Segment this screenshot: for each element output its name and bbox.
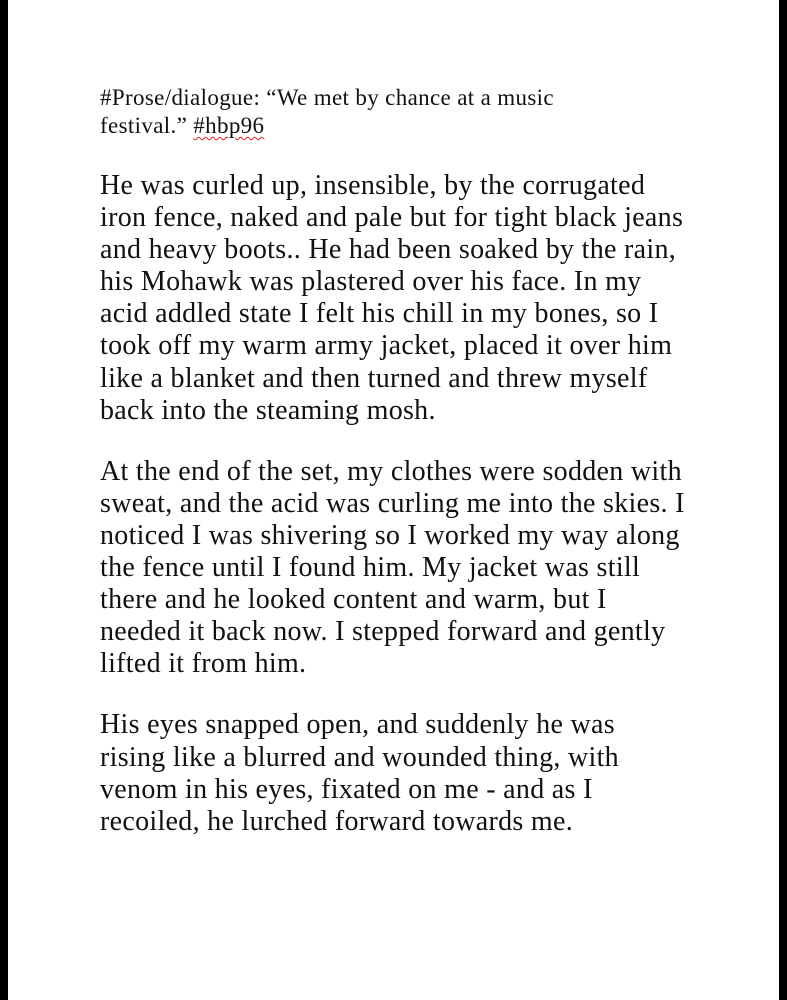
text-line: acid addled state I felt his chill in my bones, so I — [100, 298, 659, 330]
document-body[interactable] — [100, 84, 685, 838]
document-page — [8, 0, 779, 1000]
misspelled-hashtag[interactable]: #hbp96 — [193, 113, 265, 138]
text-line: back into the steaming mosh. — [100, 394, 436, 426]
prompt-heading — [100, 84, 685, 140]
text-line: noticed I was shivering so I worked my way along — [100, 519, 680, 551]
heading-line: #Prose/dialogue: “We met by chance at a music — [100, 85, 554, 110]
text-line: took off my warm army jacket, placed it over him — [100, 330, 673, 362]
text-line: and heavy boots.. He had been soaked by the rain, — [100, 234, 677, 266]
text-line: the fence until I found him. My jacket was still — [100, 552, 641, 584]
text-line: At the end of the set, my clothes were sodden with — [100, 455, 682, 487]
text-line: His eyes snapped open, and suddenly he was — [100, 709, 615, 741]
text-line: He was curled up, insensible, by the corrugated — [100, 170, 646, 201]
text-line: like a blanket and then turned and threw myself — [100, 362, 648, 394]
text-line: rising like a blurred and wounded thing, with — [100, 741, 619, 773]
text-line: venom in his eyes, fixated on me - and as I — [100, 773, 593, 805]
text-line: iron fence, naked and pale but for tight black jeans — [100, 202, 684, 234]
paragraph-1 — [100, 170, 685, 427]
text-line: sweat, and the acid was curling me into the skies. I — [100, 487, 685, 519]
text-line: there and he looked content and warm, but I — [100, 584, 607, 616]
paragraph-2 — [100, 456, 685, 681]
text-line: recoiled, he lurched forward towards me. — [100, 805, 574, 837]
text-line: needed it back now. I stepped forward and gently — [100, 616, 666, 648]
heading-text: festival.” — [100, 113, 194, 138]
text-line: lifted it from him. — [100, 648, 307, 680]
paragraph-3 — [100, 709, 685, 837]
heading-line — [100, 112, 685, 140]
text-line: his Mohawk was plastered over his face. In my — [100, 266, 642, 298]
